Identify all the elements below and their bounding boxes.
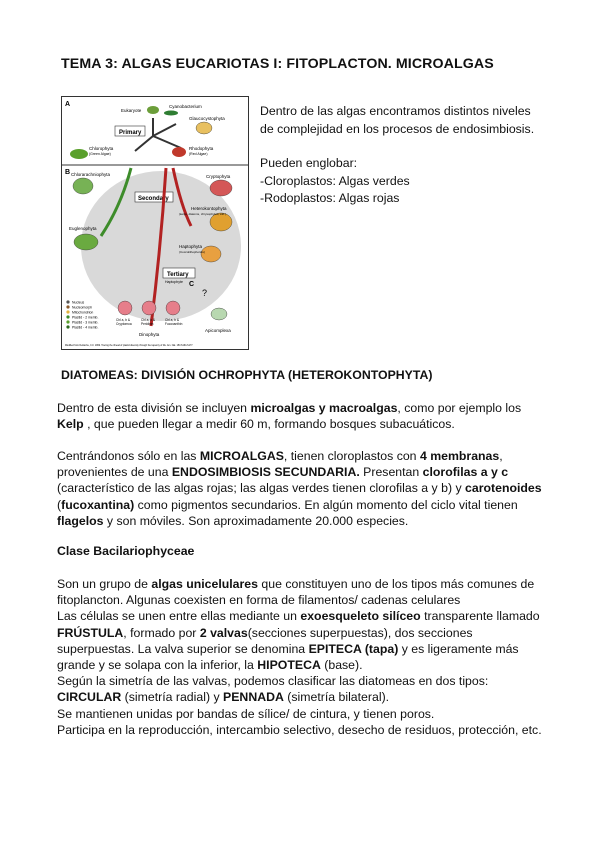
paragraph-bacilariophyceae: Son un grupo de algas unicelulares que constituyen uno de los tipos más comunes de fitoplancton. Algunas coexisten en forma de filamentos/ cadenas celulares Las células se unen entre ellas mediante un exoesqueleto silíceo transparente llamado FRÚSTULA, formado por 2 valvas(secciones superpuestas), dos secciones superpuestas. La valva superior se denomina EPITECA (tapa) y es ligeramente más grande y se solapa con la inferior, la HIPOTECA (base). Según la simetría de las valvas, podemos clasificar las diatomeas en dos tipos: CIRCULAR (simetría radial) y PENNADA (simetría bilateral). Se mantienen unidas por bandas de sílice/ de cintura, y tienen poros. Participa en la reproducción, intercambio selectivo, desecho de residuos, protección, etc. [57, 577, 542, 737]
chlorophyta-cell [70, 149, 88, 159]
legend-item: Mitochondrion [72, 310, 94, 315]
side-line: Dentro de las algas encontramos distintos niveles [260, 104, 531, 118]
chl-label-2b: Peridinin [141, 322, 154, 326]
page-title: TEMA 3: ALGAS EUCARIOTAS I: FITOPLACTON. MICROALGAS [61, 56, 494, 72]
intro-side-text [260, 103, 560, 208]
legend-item: Nucleus [72, 300, 85, 305]
figure-credit: Modified from Delwiche, C.F. 1999. Tracing the thread of plastid diversity through the tapestry of life. Am. Nat. 154:S164-S177. [65, 345, 194, 347]
dinophyta-label: Dinophyta [139, 332, 160, 337]
dino-cell-2 [142, 301, 156, 315]
haptophyta-sub-label: (Coccolithophorids) [179, 250, 205, 254]
legend-swatch-3 [66, 310, 69, 313]
chl-label-3: Chl a, b & [165, 318, 179, 322]
eukaryote-cell [147, 106, 159, 114]
cryptophyta-label: Cryptophyta [206, 174, 231, 179]
green-algae-label: (Green Algae) [89, 152, 111, 156]
chl-label-1b: Cryptomoa [116, 322, 132, 326]
rhodophyta-cell [172, 147, 186, 157]
panel-b-label: B [65, 169, 71, 176]
dino-cell-3 [166, 301, 180, 315]
legend-swatch-2 [66, 305, 69, 308]
chlorarachniophyta-cell [73, 178, 93, 194]
chl-label-2: Chl a, b & [141, 318, 155, 322]
panel-c-label: C [189, 281, 195, 288]
glaucocystophyta-cell [196, 122, 212, 134]
primary-label: Primary [119, 130, 142, 136]
secondary-label: Secondary [138, 196, 169, 202]
red-algae-label: (Red Algae) [189, 152, 208, 156]
chlorarachniophyta-label: Chlorarachniophyta [71, 172, 111, 177]
side-line: -Cloroplastos: Algas verdes [260, 173, 410, 188]
legend-swatch-4 [66, 315, 69, 318]
cyanobacterium-label: Cyanobacterium [169, 104, 202, 109]
cryptophyta-cell [210, 180, 232, 196]
legend-swatch-1 [66, 300, 69, 303]
glaucocystophyta-label: Glaucocystophyta [189, 116, 225, 121]
endosymbiosis-figure [61, 96, 249, 350]
eukaryote-label: Eukaryote [121, 108, 142, 113]
side-line: de complejidad en los procesos de endosimbiosis. [260, 121, 535, 136]
legend-swatch-6 [66, 325, 69, 328]
apicomplexa-cell [211, 308, 227, 320]
apicomplexa-label: Apicomplexa [205, 328, 231, 333]
haptophyte-label: Haptophyte [165, 280, 183, 284]
haptophyta-cell [201, 246, 221, 262]
side-line: -Rodoplastos: Algas rojas [260, 191, 400, 205]
chl-label-3b: Fucoxanthin [165, 322, 183, 326]
legend-item: Plastid - 2 memb. [72, 315, 99, 320]
legend-item: Plastid - 4 memb. [72, 325, 99, 330]
class-heading: Clase Bacilariophyceae [57, 544, 195, 558]
euglenophyta-cell [74, 234, 98, 250]
heterokontophyta-label: Heterokontophyta [191, 206, 227, 211]
legend-swatch-5 [66, 320, 69, 323]
tertiary-label: Tertiary [167, 272, 189, 278]
legend-item: Nucleomorph [72, 305, 93, 310]
question-mark: ? [202, 288, 208, 298]
dino-cell-1 [118, 301, 132, 315]
rhodophyta-label: Rhodophyta [189, 146, 214, 151]
euglenophyta-label: Euglenophyta [69, 226, 97, 231]
side-line: Pueden englobar: [260, 156, 358, 170]
section-heading: DIATOMEAS: DIVISIÓN OCHROPHYTA (HETEROKONTOPHYTA) [61, 368, 433, 382]
chlorophyta-label: Chlorophyta [89, 146, 114, 151]
haptophyta-label: Haptophyta [179, 244, 203, 249]
paragraph-division: Dentro de esta división se incluyen microalgas y macroalgas, como por ejemplo los Kelp , que pueden llegar a medir 60 m, formando bosques subacuáticos. [57, 401, 522, 432]
legend-item: Plastid - 3 memb. [72, 320, 99, 325]
heterokont-sub-label: (kelps, diatoms, chrysophytes, etc.) [179, 212, 227, 216]
cyanobacterium-cell [164, 111, 178, 116]
paragraph-microalgas: Centrándonos sólo en las MICROALGAS, tienen cloroplastos con 4 membranas, provenientes de una ENDOSIMBIOSIS SECUNDARIA. Presentan clorofilas a y c (característico de las algas rojas; las algas verdes tienen clorofilas a y b) y carotenoides (fucoxantina) como pigmentos secundarios. En algún momento del ciclo vital tienen flagelos y son móviles. Son aproximadamente 20.000 especies. [57, 449, 542, 528]
chl-label-1: Chl a, b & [116, 318, 130, 322]
panel-a-label: A [65, 101, 71, 108]
